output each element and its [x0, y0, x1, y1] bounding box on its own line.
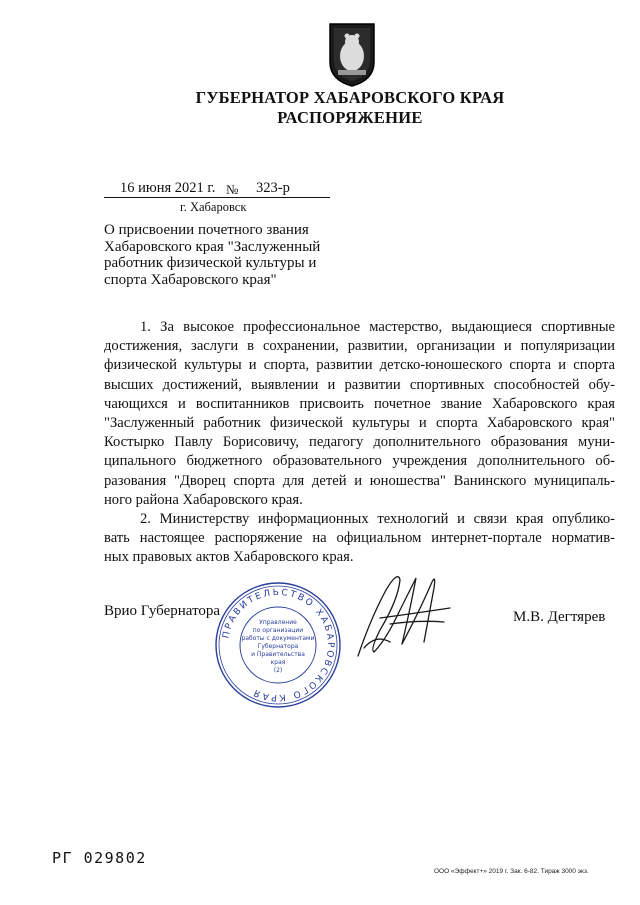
subject-line: работник физической культуры и: [104, 255, 317, 271]
body-line: высших достижений, выявлении и развитии спортивных способностей обу-: [104, 376, 615, 393]
handwritten-signature-icon: [340, 560, 470, 670]
body-line: Костырко Павлу Борисовичу, педагогу дополнительного образования муни-: [104, 434, 615, 451]
body-line: физической культуры и спорта, развитии детско-юношеского спорта и спорта: [104, 357, 615, 374]
date-number-line: [104, 180, 330, 198]
document-city: г. Хабаровск: [180, 200, 247, 214]
subject-line: Хабаровского края "Заслуженный: [104, 238, 321, 255]
body-line: ципального бюджетного образовательного учреждения дополнительного об-: [104, 453, 615, 470]
document-number: 323-р: [256, 180, 290, 196]
stamp-center-line: по организации: [252, 627, 304, 634]
body-line: достижения, заслуги в сохранении, развитии, организации и популяризации: [104, 338, 615, 355]
printer-imprint: ООО «Эффект+» 2019 г. Зак. 6-82. Тираж 3000 экз.: [434, 868, 589, 875]
body-line: разования "Дворец спорта для детей и юношества" Ванинского муниципаль-: [104, 472, 615, 489]
number-sign: №: [226, 182, 239, 197]
stamp-ring-text: ПРАВИТЕЛЬСТВО ХАБАРОВСКОГО КРАЯ: [221, 587, 336, 703]
subject-line: спорта Хабаровского края": [104, 271, 277, 288]
stamp-center-line: края: [270, 659, 286, 666]
paragraph-2: [104, 510, 615, 568]
stamp-center-line: Управление: [259, 619, 297, 626]
body-line: 1. За высокое профессиональное мастерство, выдающиеся спортивные: [140, 319, 615, 335]
document-type: РАСПОРЯЖЕНИЕ: [277, 108, 423, 127]
document-date: 16 июня 2021 г.: [120, 180, 216, 196]
coat-of-arms-icon: [326, 22, 378, 88]
stamp-center-line: и Правительства: [251, 651, 305, 658]
body-line: 2. Министерству информационных технологий и связи края опублико-: [140, 511, 615, 528]
form-serial-number: РГ 029802: [52, 849, 147, 867]
body-line: ного района Хабаровского края.: [104, 491, 303, 508]
stamp-center-line: работы с документами: [241, 635, 315, 642]
date-underline: [104, 197, 330, 198]
signer-name: М.В. Дегтярев: [513, 609, 606, 625]
stamp-center-line: (2): [273, 667, 283, 674]
stamp-center-line: Губернатора: [257, 643, 299, 650]
document-subject: [104, 222, 339, 288]
body-line: чающихся и воспитанников присвоить почетное звание Хабаровского края: [104, 395, 615, 412]
body-line: "Заслуженный работник физической культуры и спорта Хабаровского края": [104, 415, 615, 432]
document-body: [104, 318, 615, 568]
document-authority: ГУБЕРНАТОР ХАБАРОВСКОГО КРАЯ: [195, 88, 505, 107]
paragraph-1: [104, 318, 615, 510]
body-line: вать настоящее распоряжение на официальном интернет-портале норматив-: [104, 530, 615, 547]
subject-line: О присвоении почетного звания: [104, 222, 309, 238]
body-line: ных правовых актов Хабаровского края.: [104, 549, 354, 566]
official-stamp-icon: [213, 580, 343, 710]
signer-title: Врио Губернатора: [104, 603, 221, 619]
